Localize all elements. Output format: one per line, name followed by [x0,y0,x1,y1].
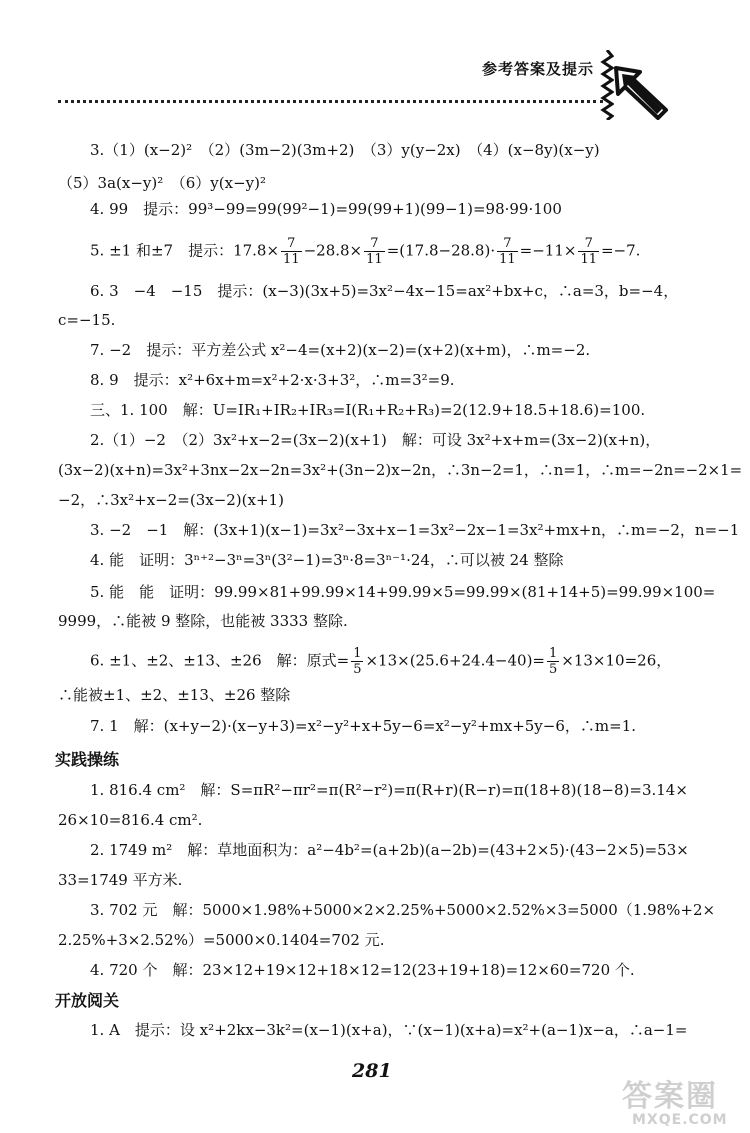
answer-line: 2.（1）−2 （2）3x²+x−2=(3x−2)(x+1) 解：可设 3x²+x+m=(3x−2)(x+n)， [90,431,661,449]
fraction: $\frac{7}{11}$ [283,236,300,267]
text-segment: ×13×10=26， [561,651,672,670]
fraction: $\frac{7}{11}$ [580,236,597,267]
answer-line: 1. 816.4 cm² 解：S=πR²−πr²=π(R²−r²)=π(R+r)(R−r)=π(18+8)(18−8)=3.14× [90,781,688,799]
text-segment: 5. ±1 和±7 提示：17.8× [90,241,280,260]
answer-line: 5. 能 能 证明：99.99×81+99.99×14+99.99×5=99.99×(81+14+5)=99.99×100= [90,583,716,601]
answer-line: ∴能被±1、±2、±13、±26 整除 [58,686,291,704]
watermark-text: 答案圈 [622,1079,718,1114]
text-segment: =(17.8−28.8)· [386,241,496,260]
watermark-logo [622,1079,742,1130]
header-title: 参考答案及提示 [482,60,595,78]
fraction: $\frac{7}{11}$ [366,236,383,267]
answer-line: c=−15. [58,311,116,329]
watermark-url: MXQE.COM [632,1112,728,1128]
answer-line: 三、1. 100 解：U=IR₁+IR₂+IR₃=I(R₁+R₂+R₃)=2(12.9+18.5+18.6)=100. [90,401,646,419]
text-segment: =−11× [519,241,577,260]
answer-line: （5）3a(x−y)² （6）y(x−y)² [58,174,266,192]
answer-line: 7. −2 提示：平方差公式 x²−4=(x+2)(x−2)=(x+2)(x+m)，∴m=−2. [90,341,591,359]
text-segment: −28.8× [303,241,363,260]
section-heading: 实践操练 [55,750,120,769]
answer-line: 8. 9 提示：x²+6x+m=x²+2·x·3+3²，∴m=3²=9. [90,371,455,389]
answer-line: −2，∴3x²+x−2=(3x−2)(x+1) [58,491,284,509]
fraction: $\frac{1}{5}$ [353,646,362,677]
fraction: $\frac{7}{11}$ [499,236,516,267]
header-dotted-rule [58,100,603,103]
answer-line: 7. 1 解：(x+y−2)·(x−y+3)=x²−y²+x+5y−6=x²−y²+mx+5y−6，∴m=1. [90,717,636,735]
answer-line: 2.25%+3×2.52%）=5000×0.1404=702 元. [58,931,385,949]
answer-line: (3x−2)(x+n)=3x²+3nx−2x−2n=3x²+(3n−2)x−2n，∴3n−2=1，∴n=1，∴m=−2n=−2×1= [58,461,743,479]
answer-line: 4. 720 个 解：23×12+19×12+18×12=12(23+19+18)=12×60=720 个. [90,961,635,979]
answer-line: 2. 1749 m² 解：草地面积为：a²−4b²=(a+2b)(a−2b)=(43+2×5)·(43−2×5)=53× [90,841,689,859]
answer-line: 3. −2 −1 解：(3x+1)(x−1)=3x²−3x+x−1=3x²−2x−1=3x²+mx+n，∴m=−2，n=−1 [90,521,740,539]
answer-line: 3.（1）(x−2)² （2）(3m−2)(3m+2) （3）y(y−2x) （4）(x−8y)(x−y) [90,141,600,159]
text-segment: ×13×(25.6+24.4−40)= [365,651,545,670]
text-segment: 6. ±1、±2、±13、±26 解：原式= [90,651,350,670]
answer-line-fractions [90,236,640,267]
answer-line: 1. A 提示：设 x²+2kx−3k²=(x−1)(x+a)，∵(x−1)(x+a)=x²+(a−1)x−a，∴a−1= [90,1021,688,1039]
answer-line: 26×10=816.4 cm². [58,811,203,829]
section-heading: 开放阅关 [55,991,120,1010]
answer-line: 4. 99 提示：99³−99=99(99²−1)=99(99+1)(99−1)=98·99·100 [90,200,562,218]
answer-line: 3. 702 元 解：5000×1.98%+5000×2×2.25%+5000×2.52%×3=5000（1.98%+2× [90,901,716,919]
text-segment: =−7. [600,241,641,260]
arrow-logo-icon [612,64,670,120]
answer-line: 9999，∴能被 9 整除，也能被 3333 整除. [58,612,348,630]
fraction: $\frac{1}{5}$ [549,646,558,677]
answer-line: 33=1749 平方米. [58,871,183,889]
answer-line: 4. 能 证明：3ⁿ⁺²−3ⁿ=3ⁿ(3²−1)=3ⁿ·8=3ⁿ⁻¹·24，∴可以被 24 整除 [90,551,564,569]
page-number: 281 [352,1060,392,1082]
answer-line-fractions [90,646,671,677]
answer-line: 6. 3 −4 −15 提示：(x−3)(3x+5)=3x²−4x−15=ax²+bx+c，∴a=3，b=−4， [90,282,679,300]
